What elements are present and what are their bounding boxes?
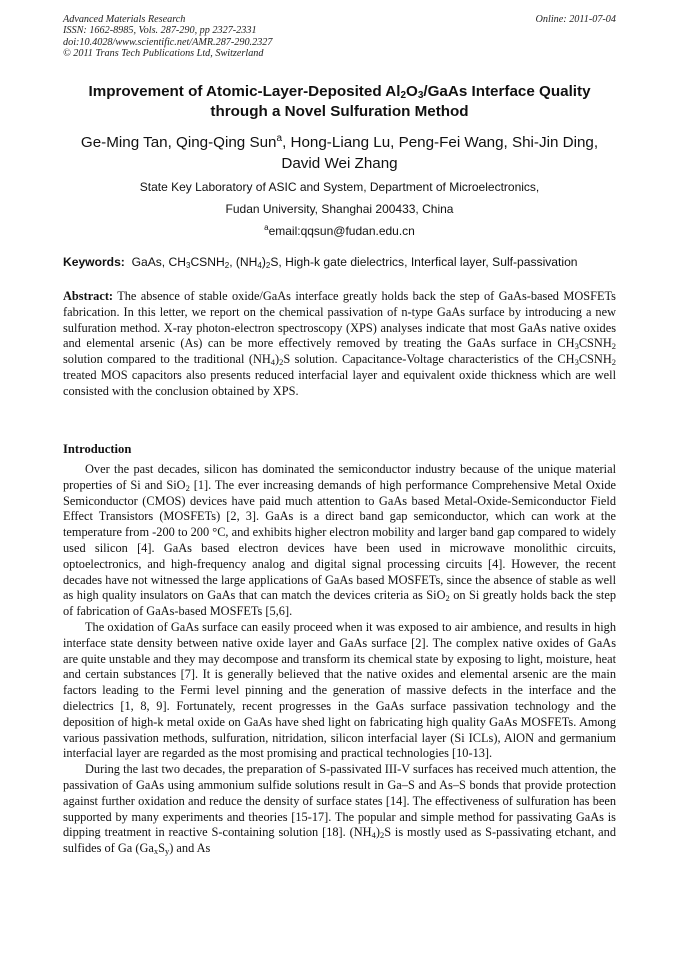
title-line-2: through a Novel Sulfuration Method [210, 102, 469, 120]
author-list: Ge-Ming Tan, Qing-Qing Sun$^a$, Hong-Liang Lu, Peng-Fei Wang, Shi-Jin Ding, David Wei Zhang [80, 133, 599, 172]
paper-title [63, 82, 616, 121]
intro-paragraph-3: During the last two decades, the preparation of S-passivated III-V surfaces has received much attention, the passivation of GaAs using ammonium sulfide solutions result in Ga–S and As–S bonds that provide protection against further oxidation and reduce the density of surface states [14]. The effectiveness of sulfuration has been supported by many experiments and theories [15-17]. The popular and simple method for passivating GaAs is dipping treatment in reactive S-containing solution [18]. $(NH_4)_2S$ is mostly used as S-passivating etchant, and sulfides of Ga $(Ga_xS_y)$ and As [63, 762, 616, 857]
keywords-line: Keywords: GaAs, $CH_3CSNH_2$, $(NH_4)_2S$, High-k gate dielectrics, Interfical layer, Sulf-passivation [63, 255, 578, 270]
journal-header [63, 14, 616, 59]
intro-paragraph-1: Over the past decades, silicon has dominated the semiconductor industry because of the unique material properties of Si and SiO$_2$ [1]. The ever increasing demands of high performance Comprehensive Metal Oxide Semiconductor (CMOS) devices have paid much attention to GaAs based Metal-Oxide-Semiconductor Field Effect Transistors (MOSFETs) [2, 3]. GaAs is a direct band gap semiconductor, which can work at the temperature from -200 to 200 °C, and exhibits higher electron mobility and larger band gap compared to widely used silicon [4]. GaAs based electron devices have been used in microwave monolithic circuits, optoelectronics, and high-frequency analog and digital signal processing circuits [4]. However, the recent decades have not witnessed the large applications of GaAs based MOSFETs, since the absence of stable as well as high quality insulators on GaAs that can match the devices criteria as SiO$_2$ on Si greatly holds back the step of fabrication of GaAs-based MOSFETs [5,6]. [63, 462, 616, 619]
affiliation: State Key Laboratory of ASIC and System, Department of Microelectronics, Fudan University, Shanghai 200433, China $^a$email:qqsun@fudan.edu.cn [63, 176, 616, 242]
journal-name: Advanced Materials Research [63, 14, 186, 25]
online-date: Online: 2011-07-04 [535, 14, 616, 25]
section-heading-introduction: Introduction [63, 442, 132, 456]
abstract-label: Abstract: [63, 289, 114, 303]
author-email: $^a$email:qqsun@fudan.edu.cn [264, 223, 415, 238]
title-line-1: Improvement of Atomic-Layer-Deposited $Al_2O_3$/GaAs Interface Quality [88, 83, 591, 101]
abstract: Abstract: The absence of stable oxide/GaAs interface greatly holds back the step of GaAs-based MOSFETs fabrication. In this letter, we report on the chemical passivation of n-type GaAs surface by introducing a new sulfuration method. X-ray photon-electron spectroscopy (XPS) analyses indicate that most GaAs native oxides and elemental arsenic (As) can be more effectively removed by treating the GaAs surface in $CH_3CSNH_2$ solution compared to the traditional $(NH_4)_2S$ solution. Capacitance-Voltage characteristics of the $CH_3CSNH_2$ treated MOS capacitors also presents reduced interfacial layer and equivalent oxide thickness which are well consisted with the conclusion obtained by XPS. [63, 289, 616, 398]
intro-paragraph-2: The oxidation of GaAs surface can easily proceed when it was exposed to air ambience, and results in high interface state density between native oxide layer and GaAs surface [2]. The complex native oxides of GaAs are quite unstable and they may decompose and transform its chemical state by exposing to light, moisture, heat and certain substances [7]. It is generally believed that the native oxides and elemental arsenic are the main factors leading to the Fermi level pinning and the generation of massive defects in the interface and the dielectrics [1, 8, 9]. Fortunately, recent progresses in the GaAs surface passivation technology and the deposition of high-k metal oxide on GaAs have shed light on fabricating high quality GaAs MOSFETs. Among various passivation methods, sulfuration, nitridation, silicon interfacial layer (Si ICLs), AlON and germanium interfacial layer are regarded as the most promising and practical technologies [10-13]. [63, 619, 616, 761]
doi-line: doi:10.4028/www.scientific.net/AMR.287-290.2327 [63, 36, 273, 48]
issn-line: ISSN: 1662-8985, Vols. 287-290, pp 2327-2331 [63, 25, 257, 37]
introduction-body [63, 462, 616, 857]
keywords-label: Keywords: [63, 255, 125, 269]
copyright-line: © 2011 Trans Tech Publications Ltd, Switzerland [63, 47, 264, 59]
